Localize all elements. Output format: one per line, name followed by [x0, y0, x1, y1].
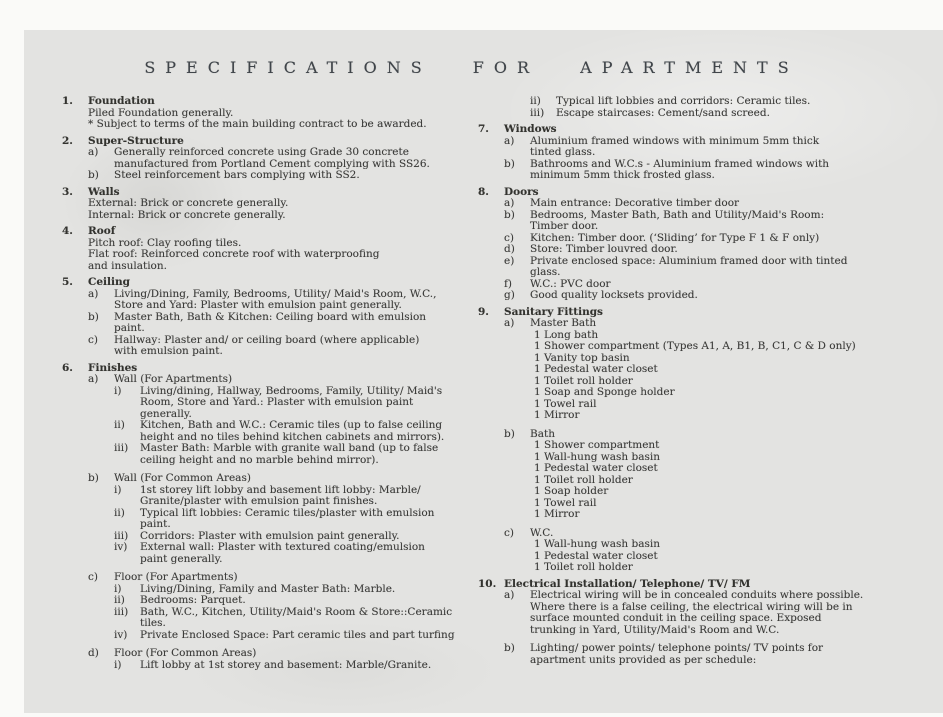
line-label: b): [504, 427, 515, 440]
spec-section: [62, 277, 470, 358]
line-label: b): [504, 642, 515, 654]
line-text: W.C.: [530, 526, 554, 539]
spec-line: [62, 630, 470, 642]
section-number: 9.: [478, 305, 489, 318]
line-text: Generally reinforced concrete using Grade 30 concrete: [114, 146, 409, 158]
section-number: 5.: [62, 276, 73, 288]
spec-line: [62, 455, 470, 467]
line-text: 1 Toilet roll holder: [534, 473, 633, 486]
line-text: paint generally.: [140, 552, 223, 565]
spec-line: [62, 542, 470, 554]
section-number: 1.: [62, 95, 73, 107]
line-label: b): [504, 157, 515, 170]
spec-line: [62, 397, 470, 409]
spec-section: [62, 136, 470, 182]
line-text: 1 Shower compartment: [534, 439, 660, 451]
line-text: Master Bath: Marble with granite wall band (up to false: [140, 442, 439, 454]
line-text: ceiling height and no marble behind mirror).: [140, 453, 379, 466]
section-heading: Super-Structure: [88, 134, 184, 147]
line-text: Living/Dining, Family, Bedrooms, Utility/ Maid's Room, W.C.,: [114, 287, 437, 300]
line-text: * Subject to terms of the main building contract to be awarded.: [88, 118, 427, 130]
right-column: [478, 96, 918, 671]
line-text: Good quality locksets provided.: [530, 289, 698, 301]
section-number: 10.: [478, 577, 497, 590]
page-title: SPECIFICATIONS FOR APARTMENTS: [144, 58, 799, 77]
line-text: paint.: [114, 322, 145, 334]
line-text: 1 Long bath: [534, 328, 599, 341]
line-text: 1 Mirror: [534, 508, 580, 520]
line-text: 1 Pedestal water closet: [534, 549, 658, 562]
line-text: apartment units provided as per schedule:: [530, 653, 757, 666]
line-label: g): [504, 289, 515, 301]
spec-line: [62, 261, 470, 273]
spec-section: [478, 96, 918, 119]
line-text: W.C.: PVC door: [530, 277, 611, 290]
line-text: Bath: [530, 427, 555, 440]
line-text: Bath, W.C., Kitchen, Utility/Maid's Room & Store::Ceramic: [140, 605, 453, 618]
section-number: 3.: [62, 185, 73, 198]
line-text: Flat roof: Reinforced concrete roof with waterproofing: [88, 248, 380, 260]
line-text: Living/dining, Hallway, Bedrooms, Family, Utility/ Maid's: [140, 384, 443, 397]
line-text: Bedrooms, Master Bath, Bath and Utility/Maid's Room:: [530, 208, 825, 221]
spec-line: [478, 290, 918, 302]
line-label: a): [504, 134, 515, 147]
spec-line: [478, 625, 918, 637]
line-label: ii): [530, 95, 541, 107]
line-text: 1 Vanity top basin: [534, 351, 630, 364]
line-text: Hallway: Plaster and/ or ceiling board (where applicable): [114, 333, 420, 346]
line-text: Floor (For Common Areas): [114, 647, 257, 659]
spec-section: [62, 363, 470, 672]
line-text: Steel reinforcement bars complying with SS2.: [114, 169, 360, 181]
line-text: Master Bath, Bath & Kitchen: Ceiling board with emulsion: [114, 310, 427, 323]
line-label: b): [88, 169, 99, 181]
line-label: iv): [114, 628, 128, 641]
line-label: d): [88, 647, 99, 659]
spec-line: [478, 655, 918, 667]
section-number: 7.: [478, 123, 489, 135]
line-text: 1 Wall-hung wash basin: [534, 538, 660, 550]
line-text: 1 Mirror: [534, 409, 580, 421]
line-label: a): [88, 373, 99, 385]
line-label: d): [504, 243, 515, 255]
line-label: e): [504, 254, 515, 267]
line-text: glass.: [530, 266, 561, 278]
line-text: 1 Towel rail: [534, 397, 597, 410]
line-text: Living/Dining, Family and Master Bath: Marble.: [140, 582, 396, 595]
line-label: f): [504, 277, 512, 290]
line-text: tinted glass.: [530, 146, 596, 158]
section-number: 6.: [62, 361, 73, 374]
line-text: External: Brick or concrete generally.: [88, 197, 289, 209]
line-label: i): [114, 384, 122, 397]
section-heading: Doors: [504, 185, 539, 198]
line-text: 1 Soap holder: [534, 485, 609, 497]
line-text: Wall (For Common Areas): [114, 472, 251, 484]
line-text: height and no tiles behind kitchen cabinets and mirrors).: [140, 430, 445, 443]
line-text: Typical lift lobbies: Ceramic tiles/plaster with emulsion: [140, 506, 435, 519]
spec-line: [478, 170, 918, 182]
section-heading: Electrical Installation/ Telephone/ TV/ FM: [504, 577, 751, 590]
line-text: Master Bath: [530, 317, 597, 329]
line-text: 1st storey lift lobby and basement lift lobby: Marble/: [140, 483, 421, 496]
line-label: iii): [114, 605, 129, 618]
line-text: with emulsion paint.: [114, 345, 223, 357]
line-text: 1 Pedestal water closet: [534, 363, 658, 375]
line-label: ii): [114, 506, 125, 519]
section-heading: Walls: [88, 185, 120, 198]
line-text: 1 Shower compartment (Types A1, A, B1, B, C1, C & D only): [534, 340, 856, 352]
line-text: Kitchen: Timber door. (‘Sliding’ for Type F 1 & F only): [530, 231, 820, 244]
line-text: External wall: Plaster with textured coating/emulsion: [140, 541, 425, 553]
spec-line: [62, 170, 470, 182]
line-text: Private Enclosed Space: Part ceramic tiles and part turfing: [140, 628, 455, 641]
line-text: 1 Pedestal water closet: [534, 462, 658, 474]
spec-line: [62, 210, 470, 222]
line-text: Aluminium framed windows with minimum 5mm thick: [530, 134, 820, 147]
line-label: iii): [114, 442, 129, 454]
spec-line: [478, 509, 918, 521]
line-label: a): [504, 317, 515, 329]
line-text: Room, Store and Yard.: Plaster with emulsion paint: [140, 396, 414, 408]
line-text: Timber door.: [530, 220, 599, 232]
left-column: [62, 96, 470, 676]
line-text: Kitchen, Bath and W.C.: Ceramic tiles (up to false ceiling: [140, 419, 443, 431]
spec-line: [62, 508, 470, 520]
line-text: Bedrooms: Parquet.: [140, 594, 246, 606]
section-heading: Ceiling: [88, 276, 130, 288]
line-label: a): [88, 146, 99, 158]
section-heading: Sanitary Fittings: [504, 305, 603, 318]
line-label: b): [504, 208, 515, 221]
line-text: manufactured from Portland Cement complying with SS26.: [114, 157, 430, 170]
spec-section: [62, 187, 470, 222]
line-label: a): [504, 197, 515, 209]
line-text: 1 Wall-hung wash basin: [534, 450, 660, 463]
line-label: b): [88, 310, 99, 323]
section-heading: Roof: [88, 225, 116, 237]
spec-line: [62, 346, 470, 358]
line-label: iii): [530, 106, 545, 119]
line-text: minimum 5mm thick frosted glass.: [530, 169, 715, 181]
spec-section: [478, 187, 918, 302]
line-text: generally.: [140, 407, 192, 420]
line-label: i): [114, 658, 122, 671]
line-text: tiles.: [140, 617, 166, 629]
line-label: b): [88, 472, 99, 484]
line-text: paint.: [140, 518, 171, 530]
spec-section: [62, 96, 470, 131]
line-text: 1 Toilet roll holder: [534, 374, 633, 387]
line-label: a): [88, 287, 99, 300]
spec-line: [62, 607, 470, 619]
line-text: Escape staircases: Cement/sand screed.: [556, 106, 770, 119]
line-text: and insulation.: [88, 259, 167, 272]
line-text: Lift lobby at 1st storey and basement: Marble/Granite.: [140, 658, 432, 671]
line-text: Main entrance: Decorative timber door: [530, 197, 740, 209]
spec-section: [478, 579, 918, 667]
line-text: Where there is a false ceiling, the electrical wiring will be in: [530, 600, 853, 613]
spec-section: [62, 226, 470, 272]
line-label: iii): [114, 529, 129, 542]
spec-line: [62, 119, 470, 131]
spec-line: [478, 108, 918, 120]
line-text: surface mounted conduit in the ceiling space. Exposed: [530, 612, 822, 624]
line-text: Internal: Brick or concrete generally.: [88, 208, 286, 221]
spec-section: [478, 124, 918, 182]
section-heading: Windows: [504, 123, 557, 135]
section-number: 4.: [62, 225, 73, 237]
line-label: a): [504, 589, 515, 601]
line-text: Lighting/ power points/ telephone points/ TV points for: [530, 642, 824, 654]
section-number: 2.: [62, 134, 73, 147]
spec-line: [62, 660, 470, 672]
line-label: i): [114, 483, 122, 496]
spec-line: [478, 562, 918, 574]
line-text: 1 Soap and Sponge holder: [534, 386, 675, 398]
line-label: c): [504, 231, 514, 244]
line-text: 1 Towel rail: [534, 496, 597, 509]
line-text: Granite/plaster with emulsion paint finishes.: [140, 495, 378, 507]
section-number: 8.: [478, 185, 489, 198]
line-text: Wall (For Apartments): [114, 373, 233, 385]
line-label: ii): [114, 419, 125, 431]
section-heading: Foundation: [88, 95, 155, 107]
line-text: Store: Timber louvred door.: [530, 243, 678, 255]
line-text: Corridors: Plaster with emulsion paint generally.: [140, 529, 400, 542]
line-text: Pitch roof: Clay roofing tiles.: [88, 236, 242, 249]
line-label: ii): [114, 594, 125, 606]
line-text: Floor (For Apartments): [114, 571, 238, 583]
line-text: Electrical wiring will be in concealed conduits where possible.: [530, 589, 864, 601]
line-text: Private enclosed space: Aluminium framed door with tinted: [530, 254, 848, 267]
spec-line: [62, 554, 470, 566]
section-heading: Finishes: [88, 361, 138, 374]
line-text: trunking in Yard, Utility/Maid's Room and W.C.: [530, 623, 780, 636]
line-text: Store and Yard: Plaster with emulsion paint generally.: [114, 299, 402, 311]
line-label: c): [504, 526, 514, 539]
line-label: c): [88, 571, 98, 583]
spec-section: [478, 307, 918, 574]
line-text: 1 Toilet roll holder: [534, 561, 633, 573]
line-text: Typical lift lobbies and corridors: Ceramic tiles.: [556, 95, 811, 107]
spec-line: [478, 410, 918, 422]
line-label: iv): [114, 541, 128, 553]
line-text: Bathrooms and W.C.s - Aluminium framed windows with: [530, 157, 830, 170]
line-text: Piled Foundation generally.: [88, 106, 234, 119]
line-label: c): [88, 333, 98, 346]
line-label: i): [114, 582, 122, 595]
